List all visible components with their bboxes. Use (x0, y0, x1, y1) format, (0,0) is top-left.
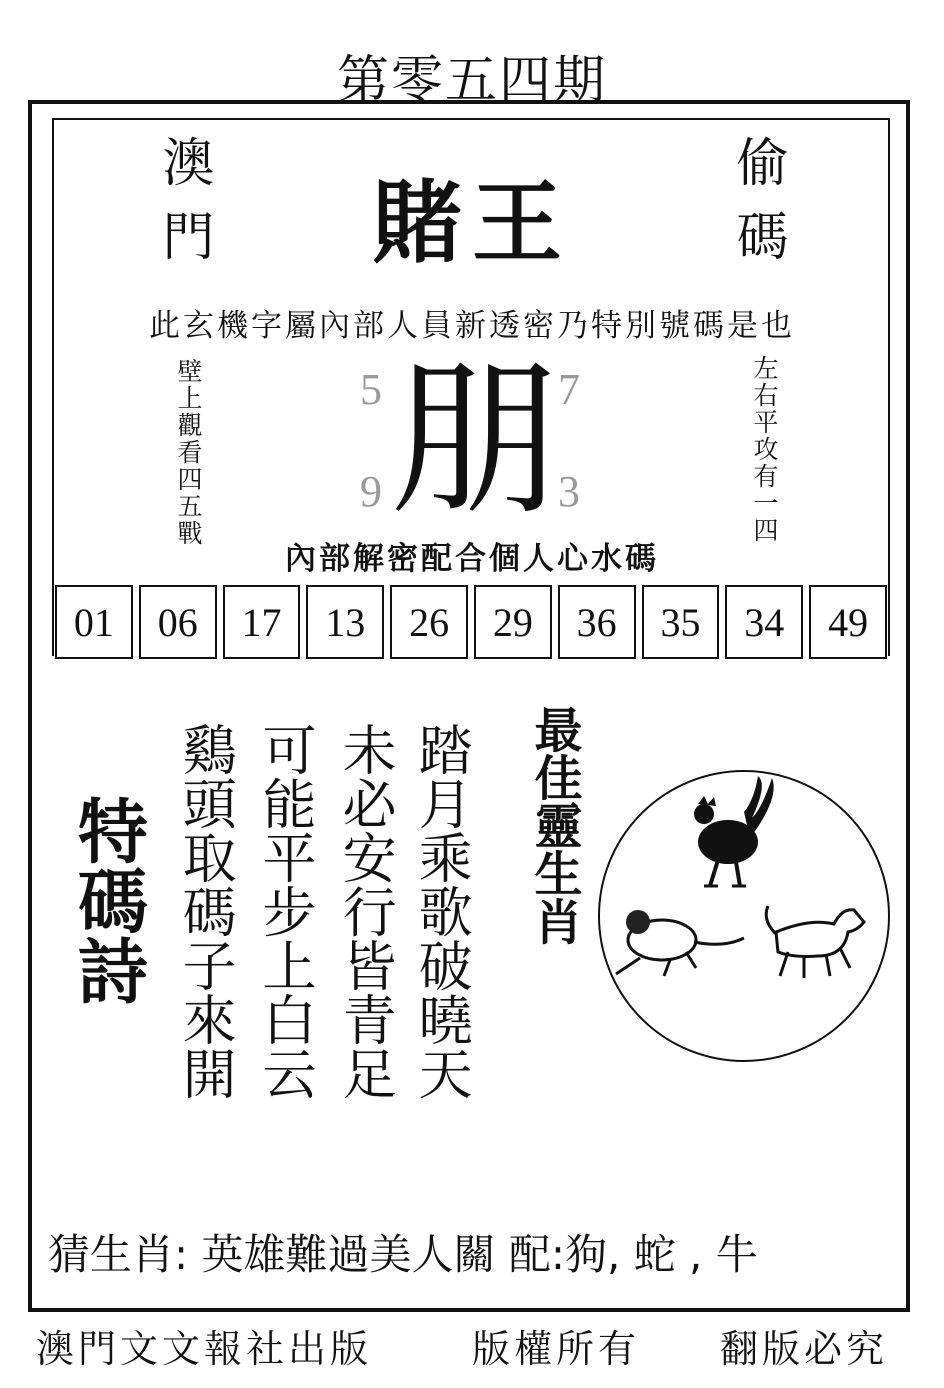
number-box: 36 (558, 585, 636, 659)
poem-line-2: 未必安行皆青足 (334, 722, 398, 1100)
rat-icon (616, 910, 744, 976)
brand-title: 賭王 (372, 171, 572, 276)
digit-top-right: 7 (558, 365, 580, 414)
poem-line-1: 踏月乘歌破曉天 (410, 722, 474, 1100)
zodiac-title: 最佳靈生肖 (526, 705, 582, 945)
left-side-text: 壁上觀看四五戰 (174, 358, 203, 547)
number-row (55, 585, 887, 659)
number-box: 34 (725, 585, 803, 659)
footer-publisher: 澳門文文報社出版 (36, 1327, 373, 1371)
left-corner-label: 澳門 (153, 135, 213, 283)
right-corner-label: 偷碼 (727, 135, 787, 283)
footer-rights: 版權所有 (472, 1327, 641, 1371)
tagline: 此玄機字屬內部人員新透密乃特別號碼是也 (149, 308, 795, 344)
poem-title: 特碼詩 (66, 795, 149, 1005)
number-box: 26 (390, 585, 468, 659)
number-box: 29 (474, 585, 552, 659)
number-box: 06 (139, 585, 217, 659)
guess-line: 猜生肖: 英雄難過美人關 配:狗, 蛇 , 牛 (48, 1230, 758, 1279)
digit-bottom-right: 3 (558, 467, 580, 516)
digit-top-left: 5 (360, 365, 382, 414)
decode-line: 內部解密配合個人心水碼 (285, 541, 659, 577)
poem-line-3: 可能平步上白云 (254, 722, 318, 1100)
number-box: 13 (306, 585, 384, 659)
footer-notice: 翻版必究 (720, 1327, 889, 1371)
number-box: 17 (223, 585, 301, 659)
big-character: 朋 (390, 341, 561, 539)
number-box: 35 (642, 585, 720, 659)
right-side-text: 左右平攻有一四 (750, 355, 779, 544)
poem-line-4: 鷄頭取碼子來開 (174, 722, 238, 1100)
number-box: 01 (55, 585, 133, 659)
dog-icon (766, 906, 864, 978)
rooster-icon (694, 776, 774, 886)
zodiac-circle (598, 770, 890, 1062)
digit-bottom-left: 9 (360, 467, 382, 516)
number-box: 49 (809, 585, 887, 659)
period-title: 第零五四期 (336, 51, 607, 111)
